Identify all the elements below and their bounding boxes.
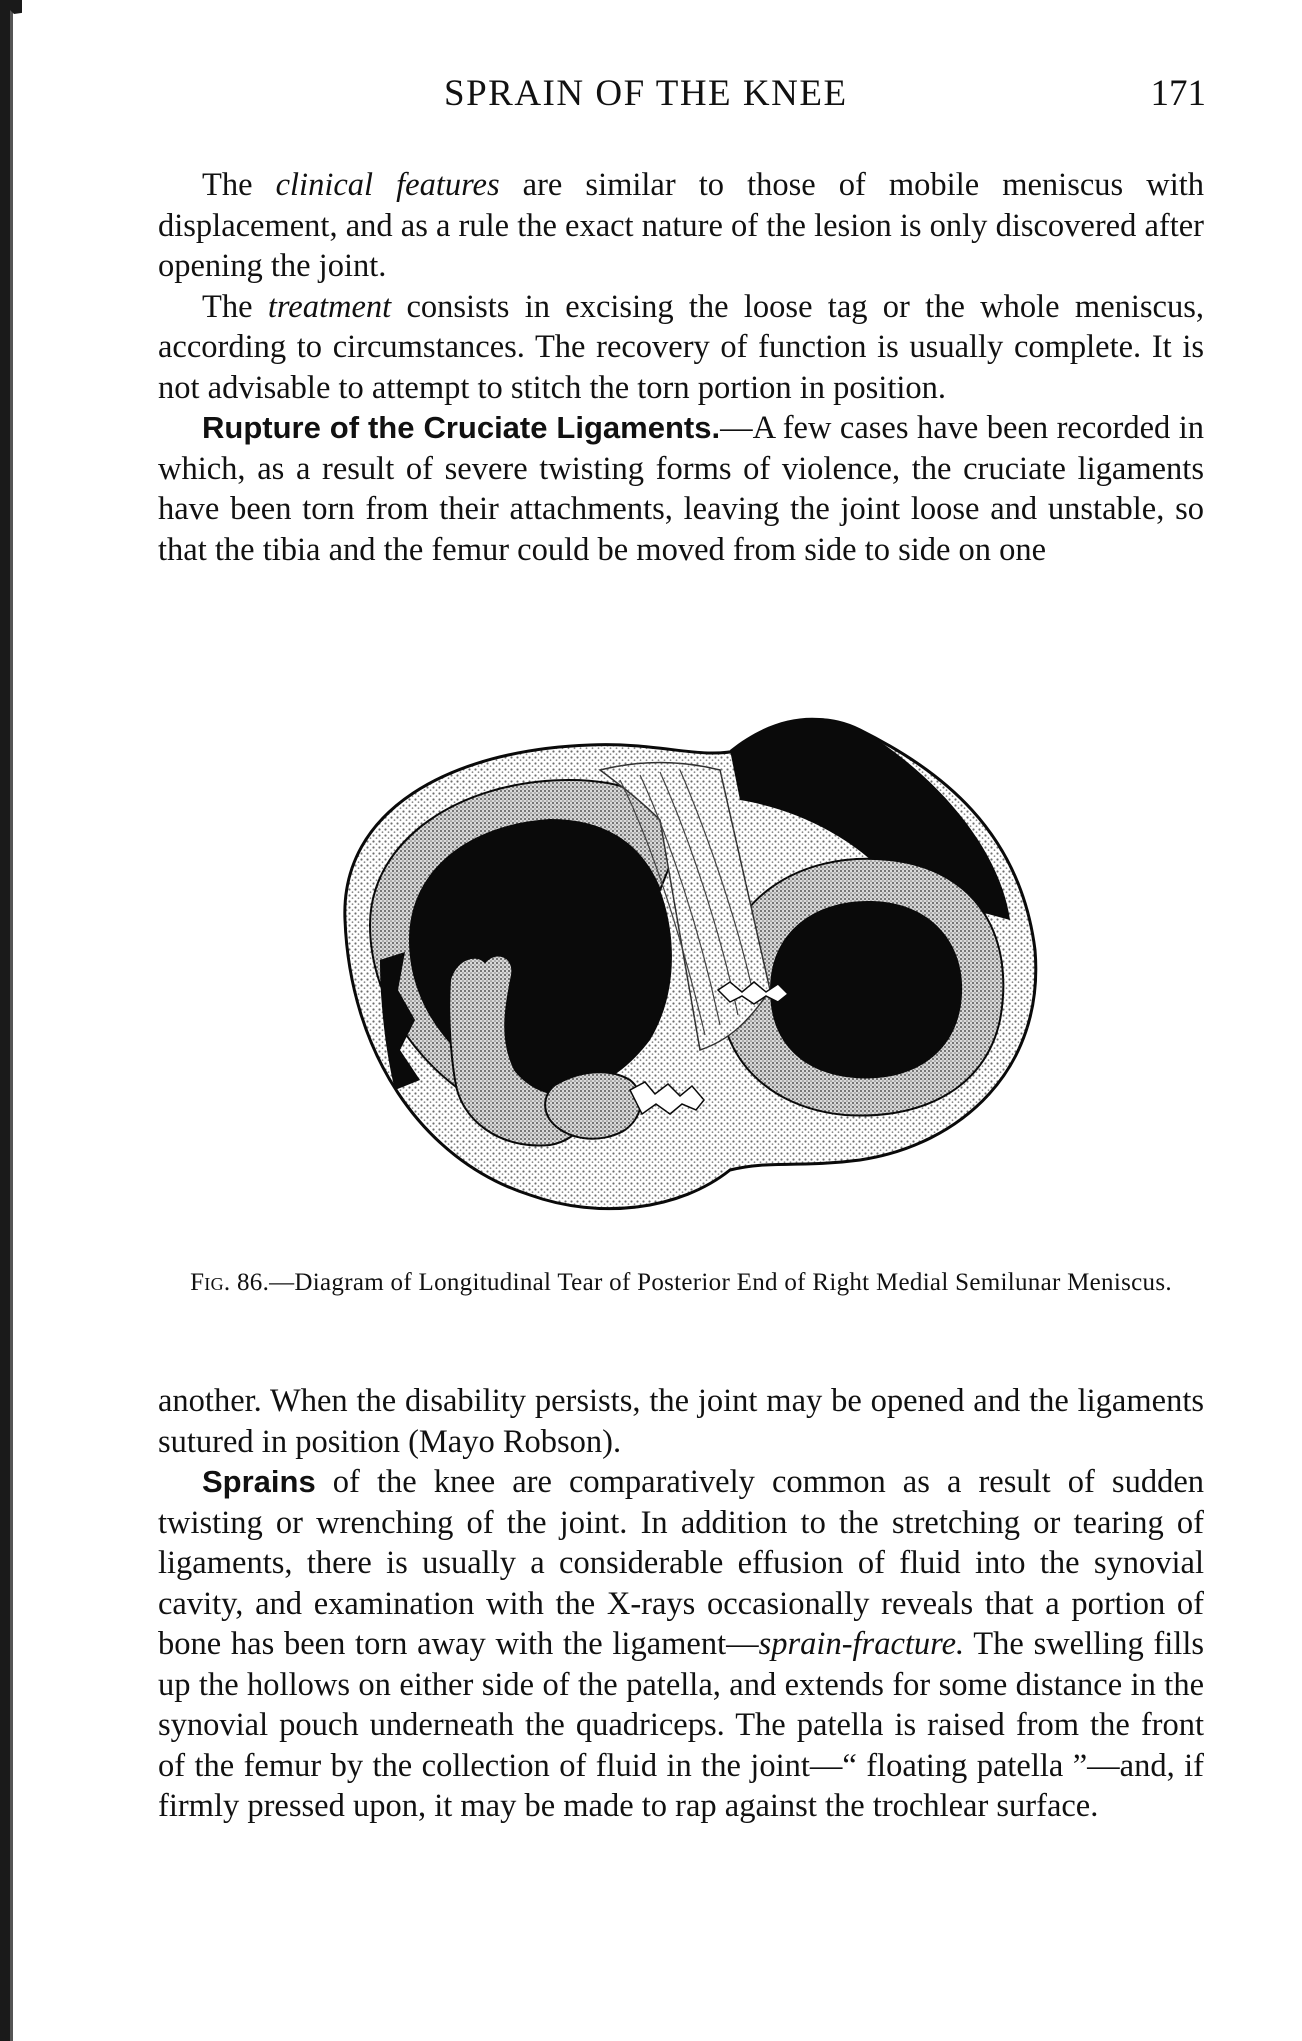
heading-sprains: Sprains	[202, 1464, 316, 1499]
paragraph-clinical-features: The clinical features are similar to those of mobile meniscus with displacement, and as a rule the exact nature of the lesion is only discovered after opening the joint.	[158, 167, 1205, 284]
paragraph-sprains: Sprains of the knee are comparatively common as a result of sudden twisting or wrenching of the joint. In addition to the stretching or tearing of ligaments, there is usually a considerable effusion of fluid into the synovial cavity, and examination with the X-rays occasionally reveals that a portion of bone has been torn away with the ligament—sprain-fracture. The swelling fills up the hollows on either side of the patella, and extends for some distance in the synovial pouch underneath the quadriceps. The patella is raised from the front of the femur by the collection of fluid in the joint—“ floating patella ”—and, if firmly pressed upon, it may be made to rap against the trochlear surface.	[158, 1464, 1204, 1824]
posterior-horn-attachment	[545, 1072, 641, 1139]
zigzag-attachment-upper	[718, 982, 788, 1004]
figure-label: Fig. 86.	[190, 1269, 270, 1296]
body-text-top	[158, 165, 1204, 570]
figure-86-meniscus-diagram	[300, 690, 1070, 1250]
heading-cruciate-rupture: Rupture of the Cruciate Ligaments.	[202, 410, 721, 445]
figure-caption-text: —Diagram of Longitudinal Tear of Posterior End of Right Medial Semilunar Meniscus.	[269, 1269, 1172, 1296]
term-treatment: treatment	[267, 288, 392, 325]
paragraph-continuation: another. When the disability persists, the joint may be opened and the ligaments sutured in position (Mayo Robson).	[158, 1383, 1204, 1460]
figure-caption	[158, 1268, 1204, 1298]
body-text-bottom	[158, 1381, 1204, 1827]
running-head	[160, 72, 1206, 120]
paragraph-treatment: The treatment consists in excising the loose tag or the whole meniscus, according to circumstances. The recovery of function is usually complete. It is not advisable to attempt to stitch the torn portion in position.	[158, 288, 1204, 406]
zigzag-attachment-lower	[630, 1082, 704, 1114]
running-head-title: SPRAIN OF THE KNEE	[444, 73, 848, 114]
page-binding-edge	[0, 0, 22, 2041]
page-number: 171	[1150, 73, 1206, 114]
meniscus-illustration	[300, 690, 1070, 1250]
term-sprain-fracture: sprain-fracture.	[758, 1626, 965, 1662]
lateral-condyle-hollow	[770, 901, 962, 1078]
term-clinical-features: clinical features	[275, 167, 500, 203]
paragraph-cruciate-rupture: Rupture of the Cruciate Ligaments.—A few cases have been recorded in which, as a result of severe twisting forms of violence, the cruciate ligaments have been torn from their attachments, leaving the joint loose and unstable, so that the tibia and the femur could be moved from side to side on one	[158, 410, 1204, 568]
